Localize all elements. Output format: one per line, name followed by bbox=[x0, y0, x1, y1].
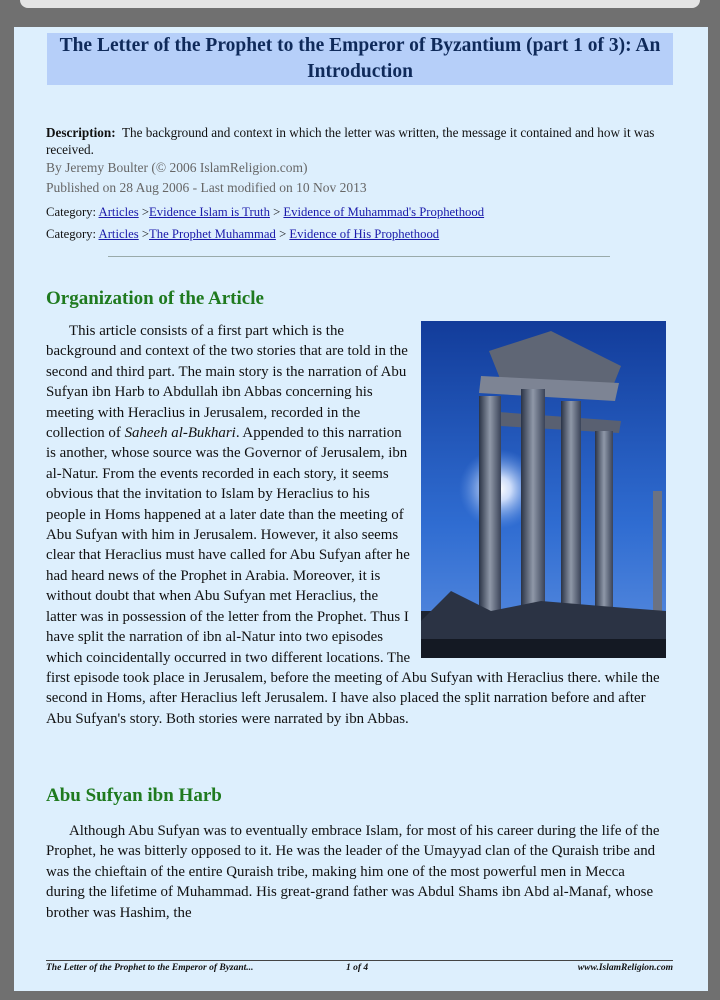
category-line: Category: Articles >Evidence Islam is Truth > Evidence of Muhammad's Prophethood bbox=[46, 205, 485, 219]
description-block bbox=[46, 124, 666, 245]
category-link-evidence-prophethood[interactable]: Evidence of Muhammad's Prophethood bbox=[283, 205, 485, 219]
paragraph-text: This article consists of a first part which is the background and context of the two stories that are told in the second and third part. The main story is the narration of Abu Sufyan ibn Harb to Abdullah ibn Abbas concerning his meeting with Heraclius in Jerusalem, recorded in the collection of bbox=[46, 323, 408, 442]
category-link-evidence-his-prophethood[interactable]: Evidence of His Prophethood bbox=[289, 227, 440, 241]
category-line: Category: Articles >The Prophet Muhammad > Evidence of His Prophethood bbox=[46, 227, 440, 241]
footer-divider bbox=[46, 960, 673, 961]
footer-site: www.IslamReligion.com bbox=[577, 963, 673, 973]
page-footer bbox=[46, 963, 673, 973]
description bbox=[46, 124, 666, 158]
document-page bbox=[14, 27, 708, 991]
article-body bbox=[46, 821, 666, 923]
paragraph-italic: Saheeh al-Bukhari bbox=[124, 425, 236, 442]
description-text: The background and context in which the letter was written, the message it contained and how it was received. bbox=[46, 125, 655, 157]
description-label: Description: bbox=[46, 125, 116, 140]
divider bbox=[108, 256, 610, 257]
footer-title: The Letter of the Prophet to the Emperor of Byzant... bbox=[46, 963, 254, 973]
published-date: Published on 28 Aug 2006 - Last modified on 10 Nov 2013 bbox=[46, 179, 367, 195]
category-link-articles[interactable]: Articles bbox=[98, 227, 139, 241]
temple-ruins-photo bbox=[421, 321, 666, 658]
browser-top-bar bbox=[20, 0, 700, 8]
section-heading: Abu Sufyan ibn Harb bbox=[46, 785, 222, 806]
category-link-prophet-muhammad[interactable]: The Prophet Muhammad bbox=[149, 227, 276, 241]
category-link-articles[interactable]: Articles bbox=[98, 205, 139, 219]
paragraph-text: . Appended to this narration is another, whose source was the Governor of Jerusalem, ibn al-Natur. From the events recorded in each story, it seems obvious that the invitation to Islam by Heraclius to his people in Homs happened at a later date than the meeting of Abu Sufyan with him in Jerusalem. However, it also seems clear that Heraclius must have called for Abu Sufyan after he had heard news of the Prophet in Arabia. Moreover, it is without doubt that when Abu Sufyan met Heraclius, the latter was in possession of the letter from the Prophet. Thus I have split the narration of ibn al-Natur into two episodes which coincidentally occurred in two different locations. The first episode took place in Jerusalem, before the meeting of Abu Sufyan with Heraclius there. while the second in Homs, after Heraclius left Jerusalem. I have also placed the split narration before and after Abu Sufyan's story. Both stories were narrated by ibn Abbas. bbox=[46, 425, 660, 727]
paragraph: Although Abu Sufyan was to eventually embrace Islam, for most of his career during the life of the Prophet, he was bitterly opposed to it. He was the leader of the Umayyad clan of the Quraish tribe and was the chieftain of the entire Quraish tribe, making him one of the most powerful men in Mecca during the lifetime of Muhammad. His great-grand father was Abdul Shams ibn Abd al-Manaf, whose brother was Hashim, the bbox=[46, 823, 660, 921]
page-title: The Letter of the Prophet to the Emperor of Byzantium (part 1 of 3): An Introduction bbox=[47, 33, 673, 85]
byline: By Jeremy Boulter (© 2006 IslamReligion.com) bbox=[46, 160, 308, 175]
category-link-evidence-islam[interactable]: Evidence Islam is Truth bbox=[149, 205, 270, 219]
category-label: Category: bbox=[46, 227, 97, 241]
section-heading: Organization of the Article bbox=[46, 288, 264, 309]
article-body bbox=[46, 321, 666, 729]
category-label: Category: bbox=[46, 205, 97, 219]
page-number: 1 of 4 bbox=[346, 963, 369, 973]
